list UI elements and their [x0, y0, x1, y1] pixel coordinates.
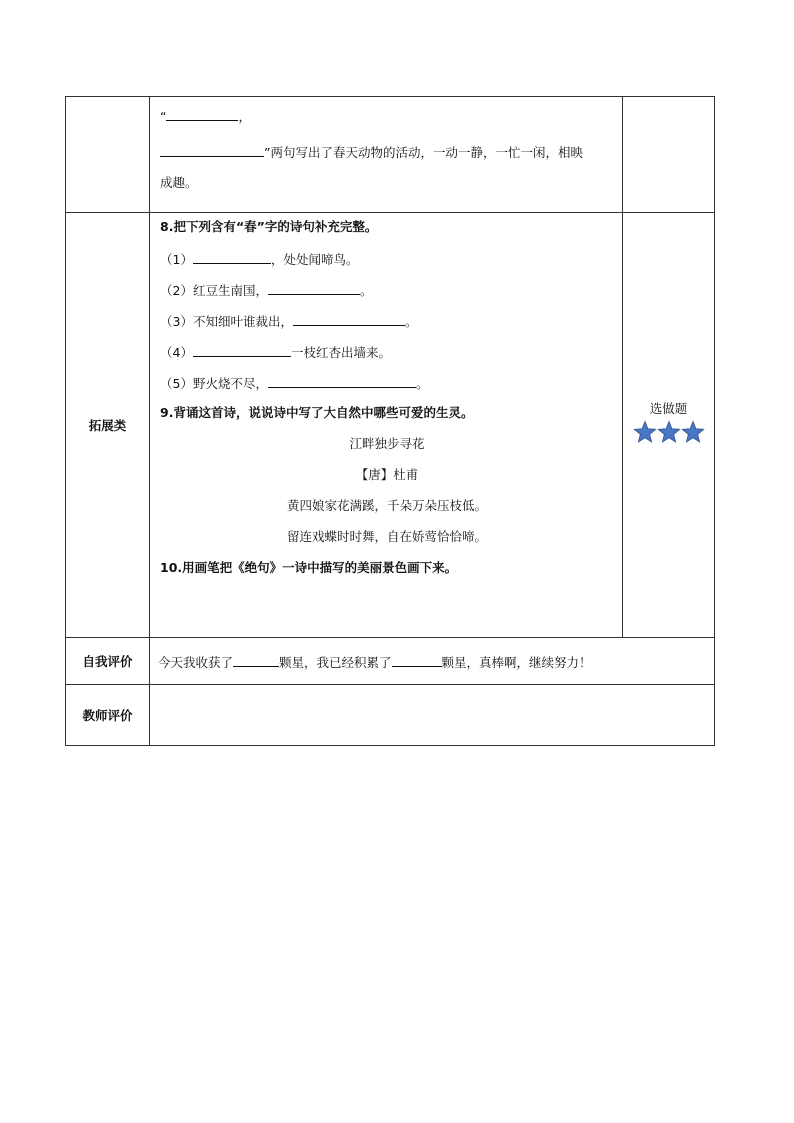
blank-line[interactable] [268, 374, 416, 388]
poem-line-2: 留连戏蝶时时舞，自在娇莺恰恰啼。 [286, 529, 487, 544]
cell-teacher-eval[interactable] [150, 685, 715, 746]
row-teacher-eval [66, 685, 715, 746]
star-icon [657, 420, 681, 444]
teacher-eval-label: 教师评价 [66, 685, 150, 746]
poem-author: 【唐】杜甫 [355, 467, 419, 482]
row-expand [66, 213, 715, 638]
comma: ， [238, 109, 251, 124]
q8-item-5: （5）野火烧不尽， 。 [160, 376, 429, 391]
self-eval-label: 自我评价 [66, 638, 150, 685]
blank-line[interactable] [193, 343, 291, 357]
question-8-title: 8.把下列含有“春”字的诗句补充完整。 [160, 219, 378, 234]
open-quote: “ [160, 109, 167, 124]
continuation-sentence: ”两句写出了春天动物的活动，一动一静，一忙一闲，相映 [264, 145, 583, 160]
blank-line[interactable] [392, 653, 442, 667]
blank-line[interactable] [193, 250, 271, 264]
cell-optional [623, 213, 715, 638]
question-9-title: 9.背诵这首诗，说说诗中写了大自然中哪些可爱的生灵。 [160, 405, 474, 420]
cell-continuation-content [150, 97, 623, 213]
q8-item-1: （1） ，处处闻啼鸟。 [160, 252, 359, 267]
blank-line[interactable] [160, 143, 264, 157]
continuation-sentence-end: 成趣。 [160, 175, 198, 190]
star-icon [681, 420, 705, 444]
blank-line[interactable] [268, 281, 360, 295]
cell-expand-content [150, 213, 623, 638]
q8-item-3: （3）不知细叶谁裁出， 。 [160, 314, 418, 329]
q8-item-2: （2）红豆生南国， 。 [160, 283, 373, 298]
blank-line[interactable] [166, 107, 238, 121]
poem-line-1: 黄四娘家花满蹊，千朵万朵压枝低。 [286, 498, 487, 513]
question-10-title: 10.用画笔把《绝句》一诗中描写的美丽景色画下来。 [160, 560, 458, 575]
star-icon [633, 420, 657, 444]
category-label: 拓展类 [66, 213, 150, 638]
blank-line[interactable] [233, 653, 279, 667]
cell-self-eval: 今天我收获了 颗星，我已经积累了 颗星，真棒啊，继续努力！ [150, 638, 715, 685]
cell-empty-category [66, 97, 150, 213]
q8-item-4: （4） 一枝红杏出墙来。 [160, 345, 391, 360]
poem-title: 江畔独步寻花 [349, 436, 425, 451]
optional-label: 选做题 [649, 401, 688, 416]
blank-line[interactable] [293, 312, 405, 326]
star-rating [623, 420, 714, 444]
worksheet-table [65, 96, 715, 746]
row-self-eval [66, 638, 715, 685]
row-continuation [66, 97, 715, 213]
cell-empty-side [623, 97, 715, 213]
